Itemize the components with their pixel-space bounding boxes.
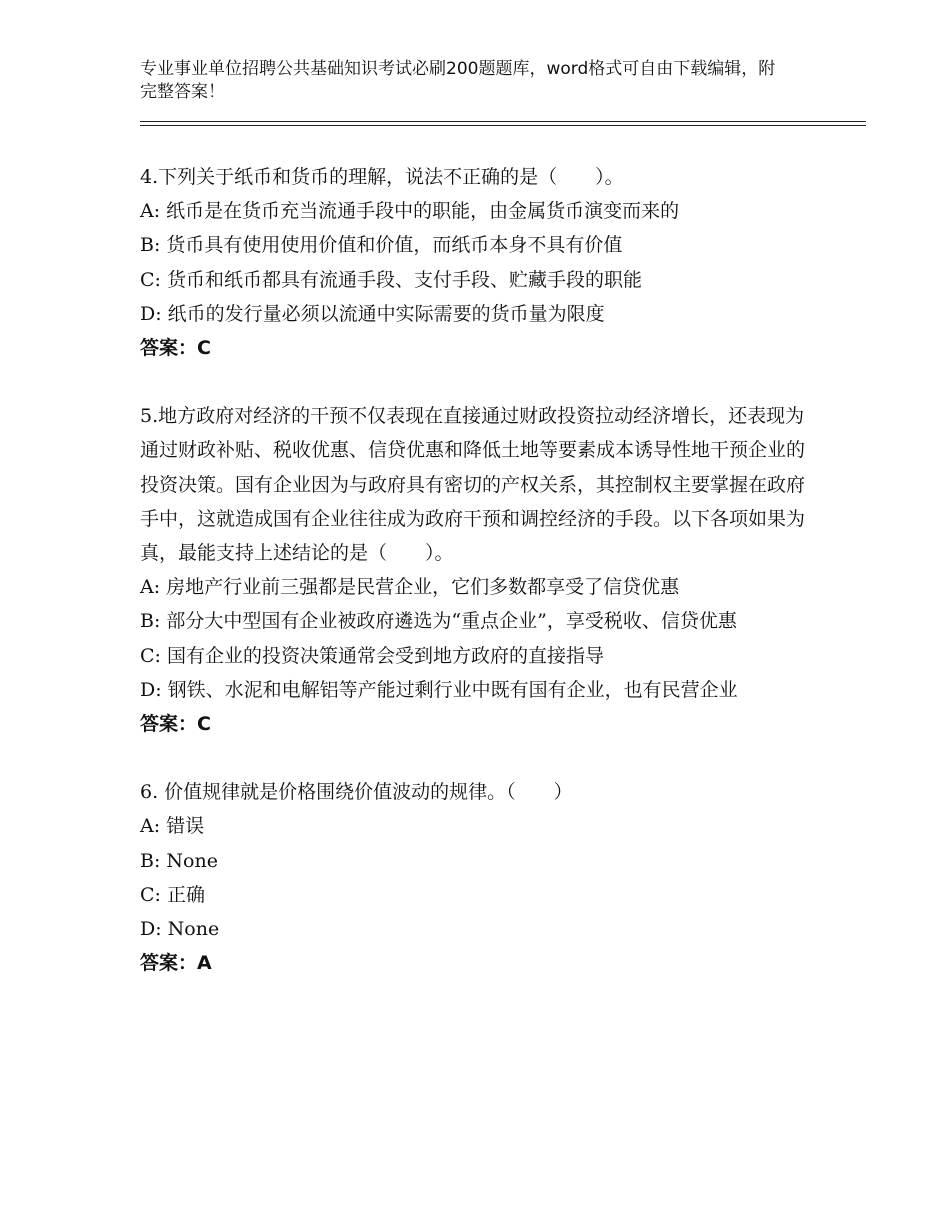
option-b: B: 部分大中型国有企业被政府遴选为“重点企业”，享受税收、信贷优惠	[140, 610, 737, 633]
answer-label: 答案：A	[140, 952, 212, 975]
option-d: D: None	[140, 918, 220, 941]
question-stem: 5.地方政府对经济的干预不仅表现在直接通过财政投资拉动经济增长，还表现为通过财政补贴、税收优惠、信贷优惠和降低土地等要素成本诱导性地干预企业的投资决策。国有企业因为与政府具有密切的产权关系，其控制权主要掌握在政府手中，这就造成国有企业往往成为政府干预和调控经济的手段。以下各项如果为真，最能支持上述结论的是（ ）。	[140, 405, 806, 565]
header-rule-bottom	[140, 125, 866, 126]
option-a: A: 纸币是在货币充当流通手段中的职能，由金属货币演变而来的	[140, 200, 680, 223]
option-c: C: 正确	[140, 883, 205, 906]
option-a: A: 房地产行业前三强都是民营企业，它们多数都享受了信贷优惠	[140, 576, 680, 599]
option-b: B: None	[140, 849, 218, 872]
answer-label: 答案：C	[140, 337, 211, 360]
option-d: D: 纸币的发行量必须以流通中实际需要的货币量为限度	[140, 302, 605, 325]
option-d: D: 钢铁、水泥和电解铝等产能过剩行业中既有国有企业，也有民营企业	[140, 678, 738, 701]
document-header: 专业事业单位招聘公共基础知识考试必刷200题题库，word格式可自由下载编辑，附完整答案！	[140, 59, 776, 102]
answer-label: 答案：C	[140, 713, 211, 736]
option-c: C: 货币和纸币都具有流通手段、支付手段、贮藏手段的职能	[140, 268, 642, 291]
question-4	[140, 160, 810, 365]
header-rule-top	[140, 121, 866, 122]
question-5	[140, 399, 810, 741]
question-6	[140, 775, 810, 980]
option-b: B: 货币具有使用使用价值和价值，而纸币本身不具有价值	[140, 234, 623, 257]
question-stem: 4.下列关于纸币和货币的理解，说法不正确的是（ ）。	[140, 166, 624, 188]
option-c: C: 国有企业的投资决策通常会受到地方政府的直接指导	[140, 644, 604, 667]
question-stem: 6. 价值规律就是价格围绕价值波动的规律。（ ）	[140, 781, 573, 804]
question-list	[140, 160, 810, 980]
option-a: A: 错误	[140, 815, 205, 838]
